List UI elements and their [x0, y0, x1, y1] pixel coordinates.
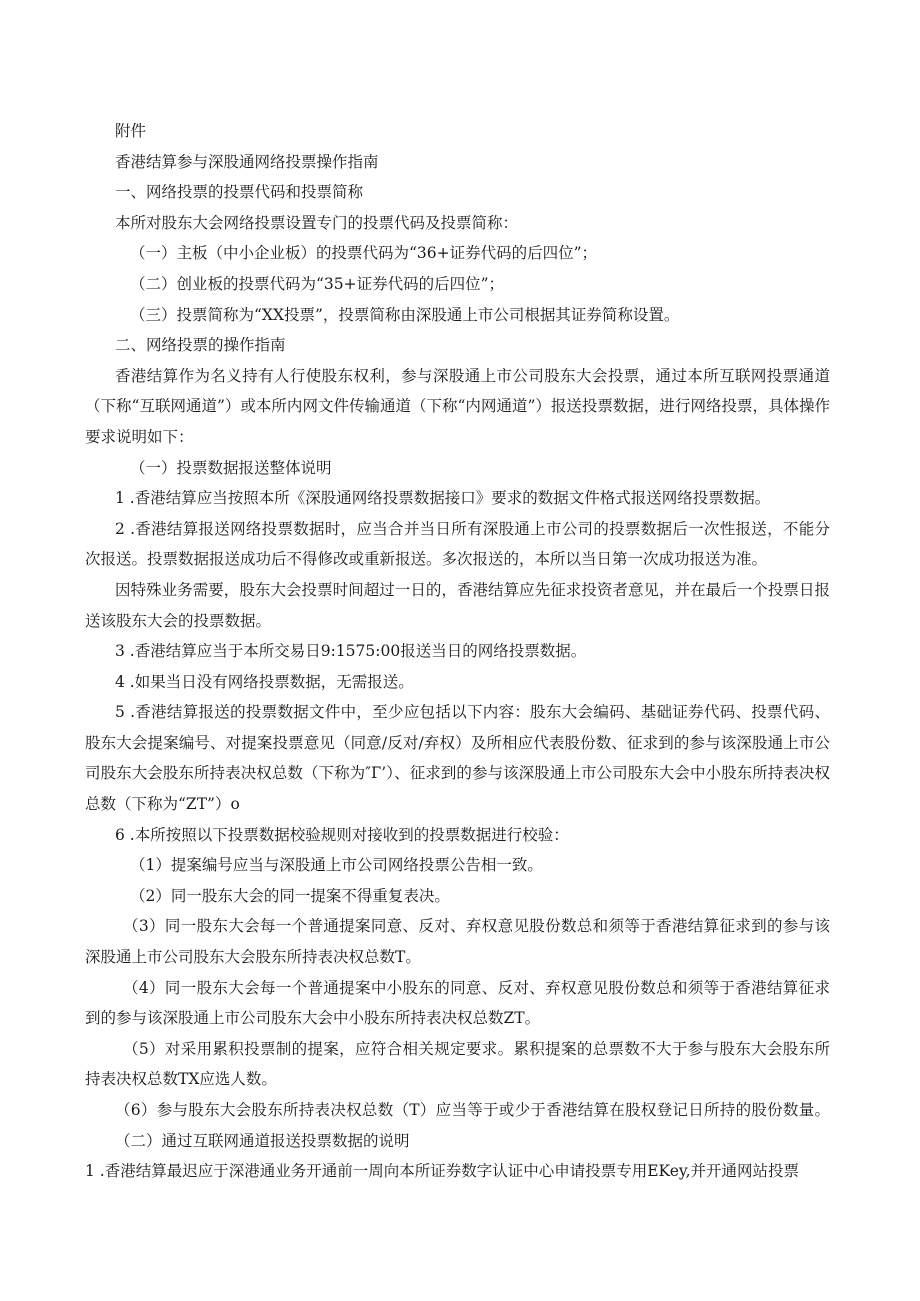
item-3: 3 .香港结算应当于本所交易日9:1575:00报送当日的网络投票数据。	[115, 642, 587, 661]
item-1: 1 .香港结算应当按照本所《深股通网络投票数据接口》要求的数据文件格式报送网络投票数据。	[115, 489, 771, 508]
section-2-intro: 香港结算作为名义持有人行使股东权利，参与深股通上市公司股东大会投票，通过本所互联网投票通道（下称“互联网通道”）或本所内网文件传输通道（下称“内网通道”）报送投票数据，进行网络投票，具体操作要求说明如下：	[85, 366, 830, 446]
rule-3: （3）同一股东大会每一个普通提案同意、反对、弃权意见股份数总和须等于香港结算征求到的参与该深股通上市公司股东大会股东所持表决权总数T。	[85, 917, 830, 967]
rule-6: （6）参与股东大会股东所持表决权总数（T）应当等于或少于香港结算在股权登记日所持的股份数量。（二）通过互联网通道报送投票数据的说明	[115, 1101, 830, 1150]
rule-1: （1）提案编号应当与深股通上市公司网络投票公告相一致。	[130, 856, 543, 875]
item-2-note: 因特殊业务需要，股东大会投票时间超过一日的，香港结算应先征求投资者意见，并在最后一个投票日报送该股东大会的投票数据。	[85, 580, 830, 630]
item-4: 4 .如果当日没有网络投票数据，无需报送。	[115, 672, 414, 691]
section-1-item-2: （二）创业板的投票代码为“35+证券代码的后四位”；	[130, 274, 505, 293]
item-2: 2 .香港结算报送网络投票数据时，应当合并当日所有深股通上市公司的投票数据后一次性报送，不能分次报送。投票数据报送成功后不得修改或重新报送。多次报送的，本所以当日第一次成功报送为准。	[85, 519, 830, 569]
section-1-intro: 本所对股东大会网络投票设置专门的投票代码及投票简称：	[115, 213, 519, 232]
document-body	[85, 116, 830, 1187]
subsection-1-heading: （一）投票数据报送整体说明	[130, 458, 332, 477]
attachment-label: 附件	[115, 122, 147, 140]
item-5: 5 .香港结算报送的投票数据文件中，至少应包括以下内容：股东大会编码、基础证券代码、投票代码、股东大会提案编号、对提案投票意见（同意/反对/弃权）及所相应代表股份数、征求到的参与该深股通上市公司股东大会股东所持表决权总数（下称为″Г’）、征求到的参与该深股通上市公司股东大会中小股东所持表决权总数（下称为“ZT”）o	[85, 703, 830, 814]
rule-2: （2）同一股东大会的同一提案不得重复表决。	[130, 886, 450, 905]
document-title: 香港结算参与深股通网络投票操作指南	[115, 152, 379, 171]
item-6: 6 .本所按照以下投票数据校验规则对接收到的投票数据进行校验：	[115, 825, 569, 844]
section-1-item-1: （一）主板（中小企业板）的投票代码为“36+证券代码的后四位”；	[130, 244, 598, 263]
rule-4: （4）同一股东大会每一个普通提案中小股东的同意、反对、弃权意见股份数总和须等于香港结算征求到的参与该深股通上市公司股东大会中小股东所持表决权总数ZT。	[85, 978, 830, 1028]
last-item-1: 1 .香港结算最迟应于深港通业务开通前一周向本所证券数字认证中心申请投票专用EKey,并开通网站投票	[85, 1162, 799, 1181]
section-2-heading: 二、网络投票的操作指南	[115, 336, 286, 355]
section-1-item-3: （三）投票简称为“XX投票”，投票简称由深股通上市公司根据其证券简称设置。	[130, 305, 680, 324]
section-1-heading: 一、网络投票的投票代码和投票简称	[115, 183, 364, 202]
rule-5: （5）对采用累积投票制的提案，应符合相关规定要求。累积提案的总票数不大于参与股东大会股东所持表决权总数TX应选人数。	[85, 1039, 830, 1089]
